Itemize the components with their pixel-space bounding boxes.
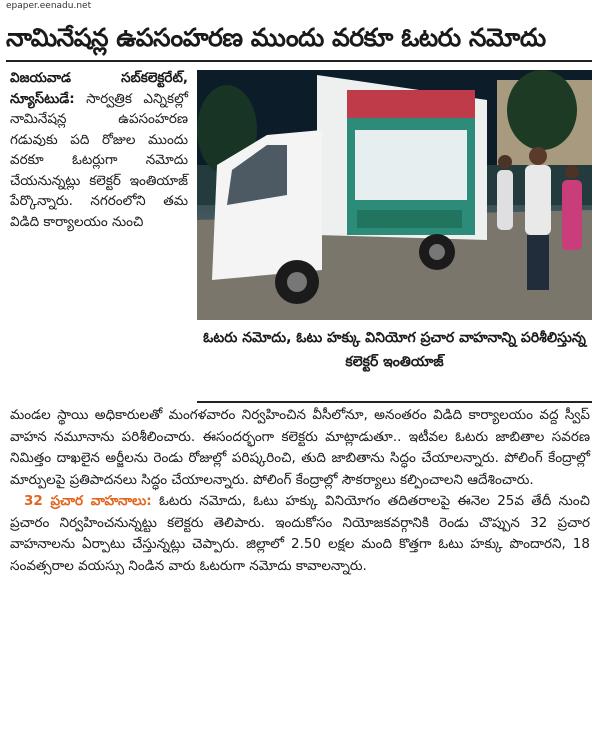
headline-rule (6, 60, 592, 62)
body-paragraph-1: మండల స్థాయి అధికారులతో మంగళవారం నిర్వహించిన వీసీలోనూ, అనంతరం విడిది కార్యాలయం వద్ద స్వీప్ వాహన నమూనాను పరిశీలించారు. ఈసందర్భంగా కలెక్టరు మాట్లాడుతూ.. ఇటీవల ఓటరు జాబితాల సవరణ నిమిత్తం దాఖలైన అర్జీలను రెండు రోజుల్లో పరిష్కరించి, తుది జాబితాను సిద్ధం చేయాలన్నారు. పోలింగ్ కేంద్రాల్లో మార్పులపై ప్రతిపాదనలు సిద్ధం చేయాలన్నారు. పోలింగ్ కేంద్రాల్లో సౌకర్యాలు కల్పించాలని ఆదేశించారు. (10, 407, 590, 488)
lead-text: సార్వత్రిక ఎన్నికల్లో నామినేషన్ల ఉపసంహరణ గడువుకు పది రోజుల ముందు వరకూ ఓటర్లుగా నమోదు చేయనున్నట్లు కలెక్టర్ ఇంతియాజ్ పేర్కొన్నారు. నగరంలోని తమ విడిది కార్యాలయం నుంచి (10, 90, 188, 230)
campaign-van-photo (197, 70, 592, 320)
source-url: epaper.eenadu.net (6, 1, 92, 11)
body-paragraph-2 (10, 491, 590, 577)
article-body (10, 405, 590, 577)
photo-caption: ఓటరు నమోదు, ఓటు హక్కు వినియోగ ప్రచార వాహనాన్ని పరిశీలిస్తున్న కలెక్టర్ ఇంతియాజ్ (203, 330, 586, 370)
lead-column (10, 68, 188, 232)
news-photo (197, 70, 592, 320)
caption-rule (197, 401, 592, 403)
body-last-text: ఓటరు నమోదు, ఓటు హక్కు వినియోగం తదితరాలపై ఈనెల 25వ తేదీ నుంచి ప్రచారం నిర్వహించనున్నట్టు కలెక్టరు తెలిపారు. ఇందుకోసం నియోజకవర్గానికి రెండు చొప్పున 32 ప్రచార వాహనాలను ఏర్పాటు చేస్తున్నట్లు చెప్పారు. జిల్లాలో 2.50 లక్షల మంది కొత్తగా ఓటు హక్కు పొందారని, 18 సంవత్సరాల వయస్సు నిండిన వారు ఓటరుగా నమోదు కావాలన్నారు. (10, 493, 590, 574)
subheading: 32 ప్రచార వాహనాలు: (24, 493, 152, 509)
dateline: విజయవాడ సబ్‌కలెక్టరేట్, న్యూస్‌టుడే: (10, 70, 188, 107)
headline: నామినేషన్ల ఉపసంహరణ ముందు వరకూ ఓటరు నమోదు (6, 23, 546, 52)
